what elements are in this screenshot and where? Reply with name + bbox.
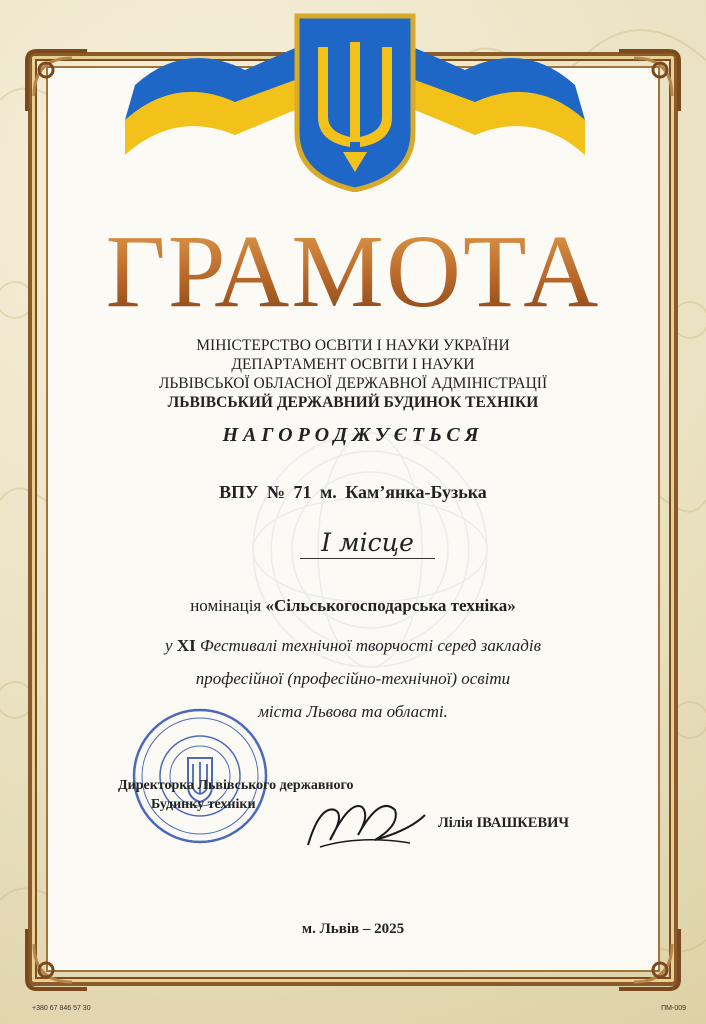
festival-line bbox=[0, 636, 706, 656]
nomination-title: «Сільськогосподарська техніка» bbox=[265, 596, 516, 615]
organization-ministry: МІНІСТЕРСТВО ОСВІТИ І НАУКИ УКРАЇНИ bbox=[196, 337, 510, 354]
nomination-prefix: номінація bbox=[190, 596, 262, 615]
organization-administration: ЛЬВІВСЬКОЇ ОБЛАСНОЇ ДЕРЖАВНОЇ АДМІНІСТРАЦІЇ bbox=[158, 375, 548, 392]
phone-number: +380 67 846 57 30 bbox=[32, 1005, 91, 1012]
festival-line-3: міста Львова та області. bbox=[258, 702, 448, 721]
place-underline bbox=[300, 558, 435, 559]
festival-text: Фестивалі технічної творчості серед закладів bbox=[199, 636, 541, 655]
organization-department: ДЕПАРТАМЕНТ ОСВІТИ І НАУКИ bbox=[231, 356, 475, 373]
recipient-name: ВПУ № 71 м. Кам’янка-Бузька bbox=[219, 482, 487, 502]
signatory-title-line2: Будинку техніки bbox=[151, 797, 256, 812]
place-handwritten: І місце bbox=[321, 528, 414, 557]
festival-line-2: професійної (професійно-технічної) освіти bbox=[195, 669, 511, 688]
place-and-year: м. Львів – 2025 bbox=[301, 921, 405, 937]
signatory-name: Лілія ІВАШКЕВИЧ bbox=[438, 815, 570, 831]
festival-number: XI bbox=[176, 636, 196, 655]
form-code: ПМ-009 bbox=[661, 1005, 686, 1012]
signatory-title-line1: Директорка Львівського державного bbox=[118, 778, 354, 793]
organization-house-of-technology: ЛЬВІВСЬКИЙ ДЕРЖАВНИЙ БУДИНОК ТЕХНІКИ bbox=[167, 394, 539, 411]
awarded-heading: НАГОРОДЖУЄТЬСЯ bbox=[222, 424, 484, 446]
signature-mark bbox=[300, 785, 430, 860]
corner-ornament-icon bbox=[22, 46, 92, 116]
trident-emblem-icon bbox=[293, 12, 417, 192]
corner-ornament-icon bbox=[614, 46, 684, 116]
festival-prefix: у bbox=[165, 636, 173, 655]
certificate-title: ГРАМОТА bbox=[0, 212, 706, 331]
nomination-line bbox=[0, 596, 706, 616]
